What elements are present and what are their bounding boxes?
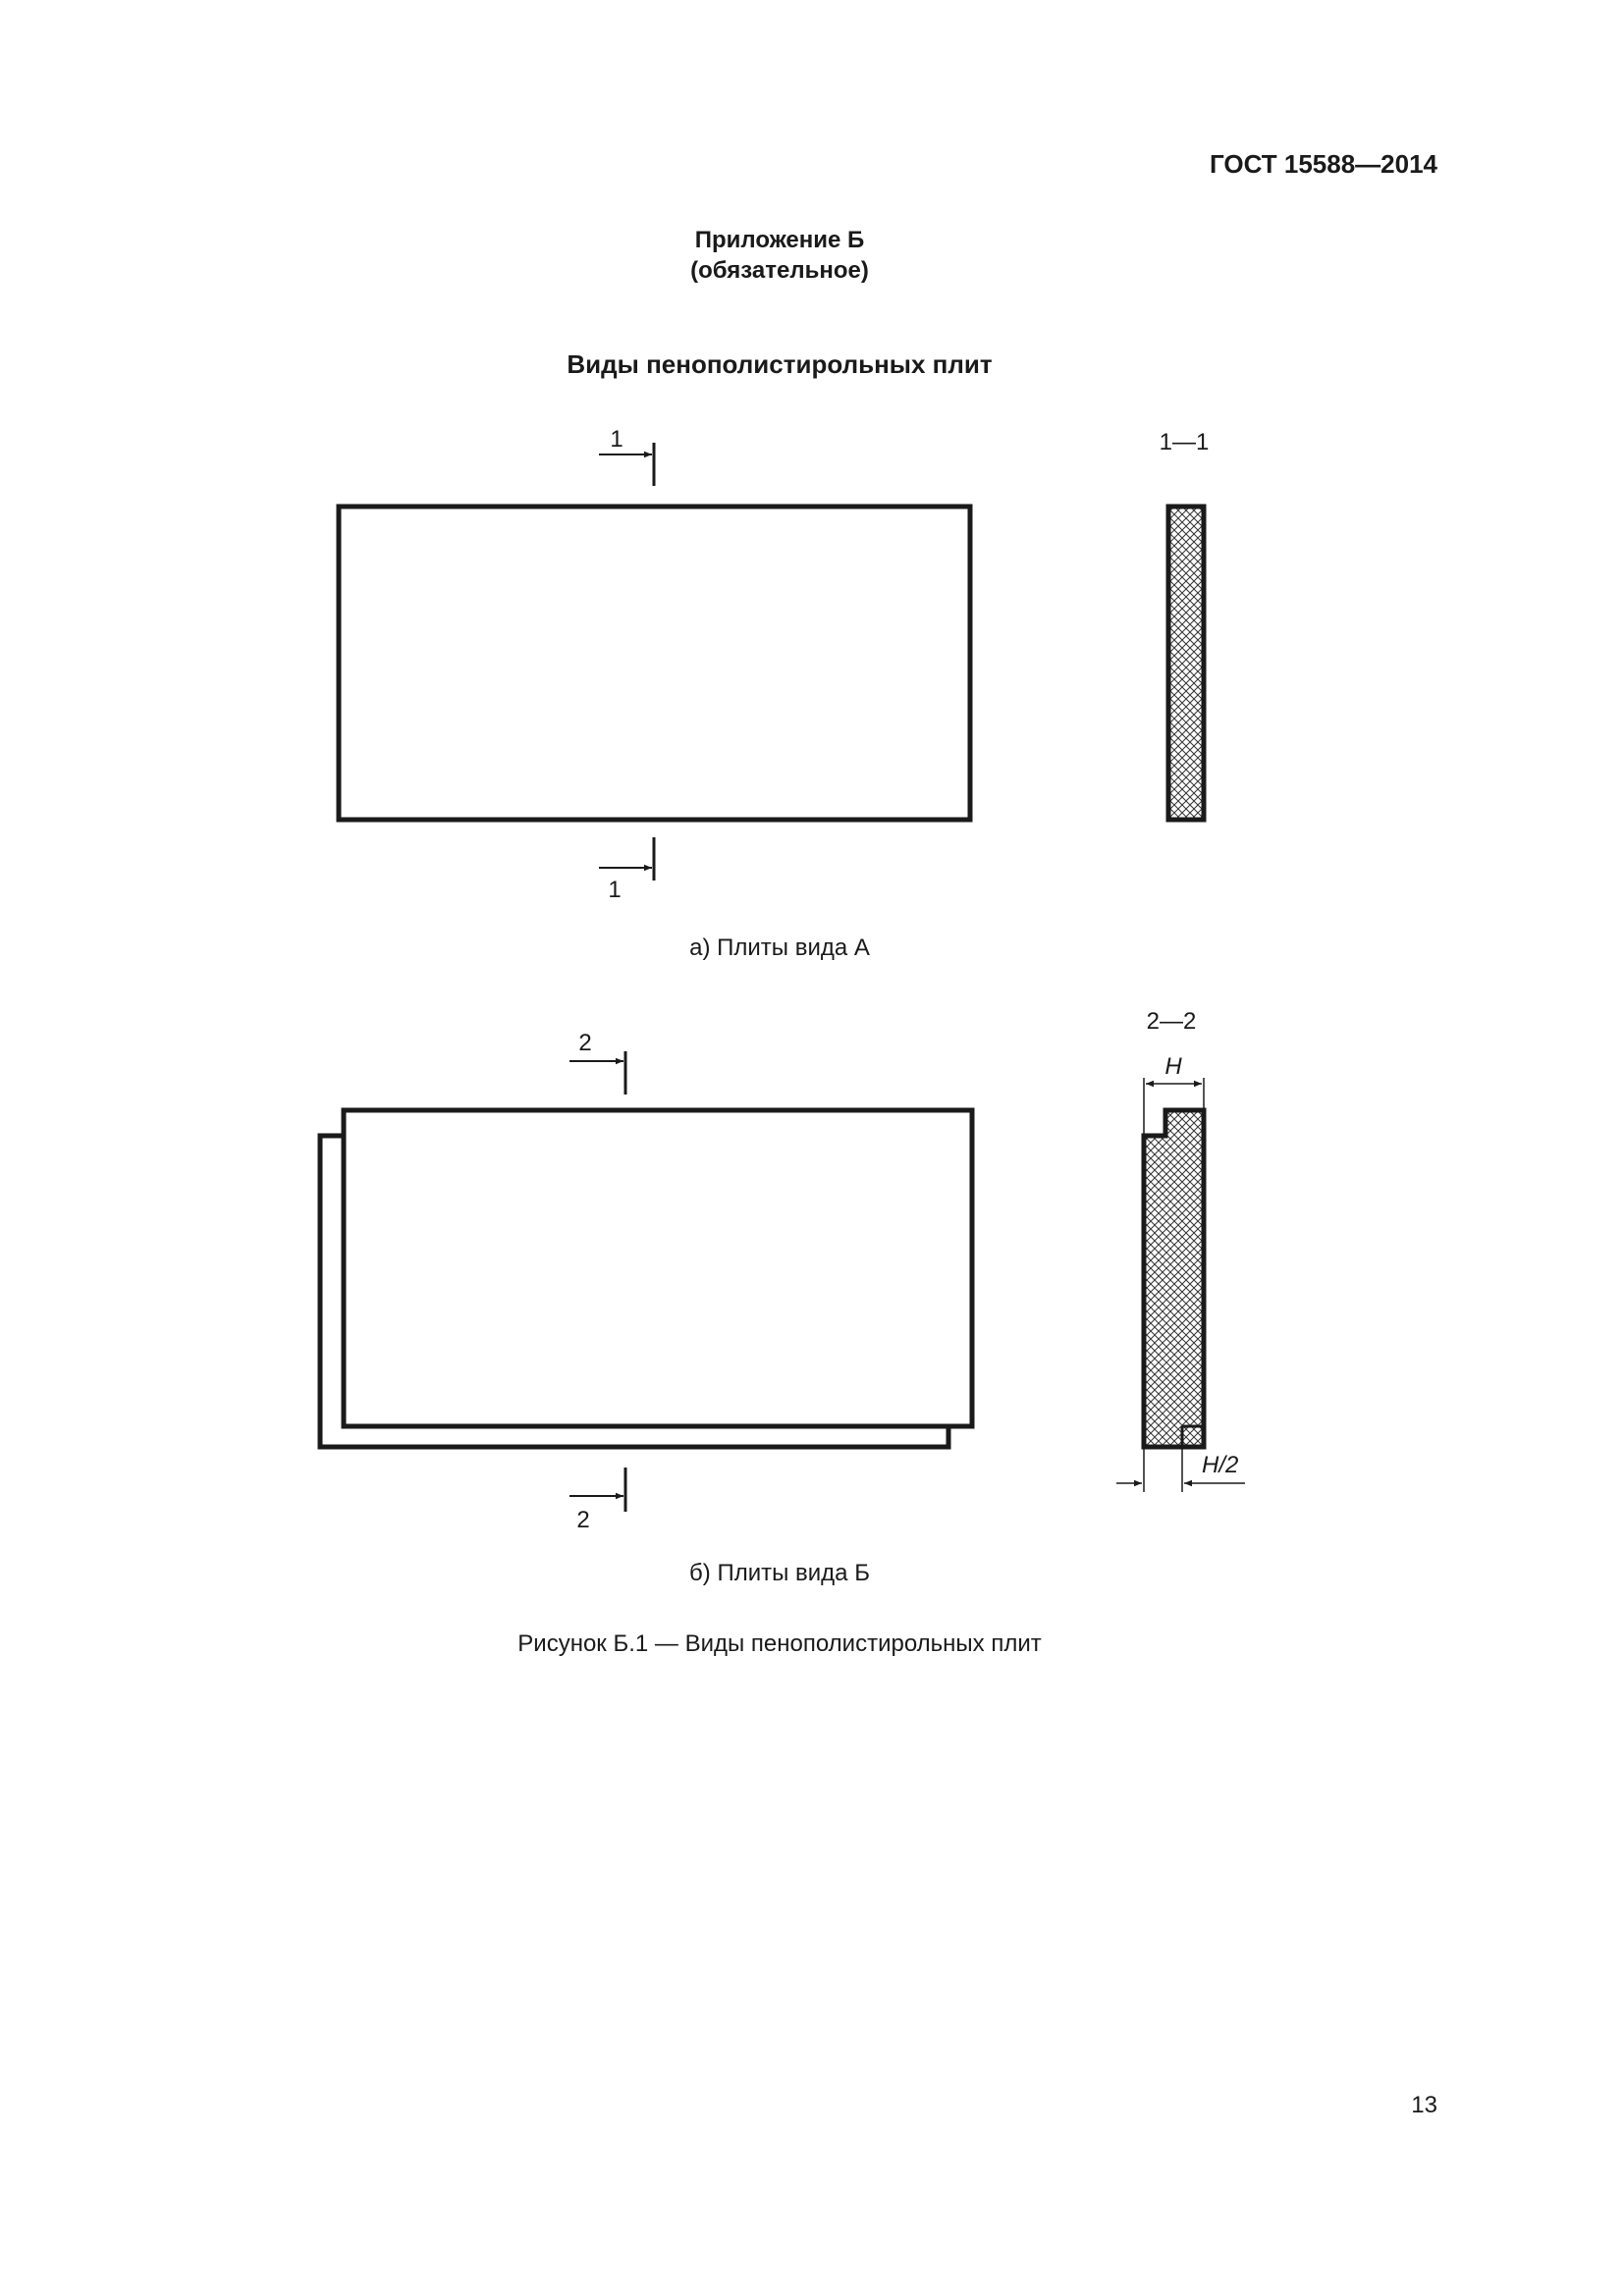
cut-mark-b-bottom bbox=[569, 1468, 625, 1533]
appendix-status: (обязательное) bbox=[690, 257, 869, 284]
plate-b-back-outline bbox=[320, 1136, 948, 1447]
dimension-h-label: H bbox=[1164, 1053, 1182, 1080]
section-title: Виды пенополистирольных плит bbox=[567, 349, 993, 379]
cut-mark-a-top-label: 1 bbox=[610, 426, 623, 453]
section-a-label: 1—1 bbox=[1159, 429, 1210, 455]
caption-view-a: а) Плиты вида А bbox=[689, 934, 870, 961]
dimension-h-half bbox=[1116, 1449, 1245, 1492]
cut-mark-a-bottom-label: 1 bbox=[608, 877, 622, 903]
cut-mark-b-top-label: 2 bbox=[578, 1030, 592, 1056]
section-b-hatched-profile bbox=[1144, 1110, 1204, 1447]
appendix-title: Приложение Б bbox=[694, 227, 865, 253]
section-b-label: 2—2 bbox=[1146, 1008, 1197, 1035]
cut-mark-a-bottom bbox=[599, 837, 654, 903]
figure-caption: Рисунок Б.1 — Виды пенополистирольных плит bbox=[517, 1630, 1042, 1657]
cut-mark-a-top bbox=[599, 426, 654, 486]
dimension-h-half-label: H/2 bbox=[1202, 1452, 1239, 1478]
cut-mark-b-bottom-label: 2 bbox=[576, 1507, 590, 1533]
page-number: 13 bbox=[1411, 2092, 1437, 2118]
cut-mark-b-top bbox=[569, 1030, 625, 1095]
document-number: ГОСТ 15588—2014 bbox=[1210, 149, 1437, 179]
plate-a-outline bbox=[339, 507, 970, 820]
section-a-hatched-profile bbox=[1168, 507, 1204, 820]
caption-view-b: б) Плиты вида Б bbox=[689, 1560, 870, 1586]
plate-b-front-outline bbox=[344, 1110, 972, 1426]
